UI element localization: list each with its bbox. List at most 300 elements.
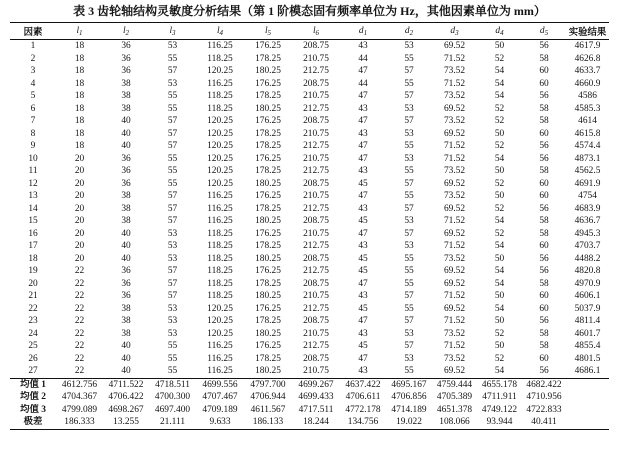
- header-row: [10, 23, 609, 40]
- table-cell: 45: [358, 303, 368, 314]
- table-row: [10, 303, 609, 316]
- table-cell: 212.75: [303, 266, 329, 276]
- summary-cell: 19.022: [386, 416, 432, 429]
- table-cell: 54: [494, 241, 505, 251]
- summary-row: [10, 378, 609, 391]
- column-header: [149, 23, 196, 40]
- row-index-cell: 12: [28, 178, 38, 189]
- table-cell: 55: [404, 53, 414, 64]
- summary-cell: 4706.856: [391, 392, 427, 403]
- column-header: [244, 23, 292, 40]
- table-cell: 47: [358, 353, 368, 364]
- table-cell: 58: [539, 103, 549, 114]
- table-cell: 57: [167, 128, 178, 139]
- row-index-cell: 5: [30, 91, 36, 101]
- column-header-subscript: 6: [315, 29, 320, 37]
- table-cell: 69.52: [443, 203, 466, 214]
- summary-cell: [566, 378, 609, 391]
- table-cell: 52: [494, 203, 505, 214]
- table-row: [10, 165, 609, 178]
- summary-cell: 4707.467: [202, 392, 238, 403]
- table-cell: 176.25: [255, 116, 281, 126]
- table-cell: 180.25: [255, 66, 281, 76]
- summary-cell: 4682.422: [526, 379, 562, 390]
- summary-row: [10, 404, 609, 417]
- table-cell: 55: [167, 166, 178, 176]
- table-cell: 38: [121, 78, 131, 89]
- table-cell: 118.25: [207, 253, 233, 264]
- column-header: [522, 23, 566, 40]
- table-cell: 22: [74, 266, 85, 276]
- summary-cell: 4749.122: [481, 404, 518, 415]
- table-cell: 55: [167, 91, 178, 101]
- summary-cell: 4704.367: [61, 392, 98, 403]
- summary-cell: 4714.189: [391, 404, 427, 415]
- table-row: [10, 240, 609, 253]
- summary-cell: 4699.267: [298, 379, 334, 390]
- table-cell: 71.52: [443, 316, 466, 326]
- table-cell: 118.25: [207, 91, 233, 101]
- table-cell: 178.25: [255, 91, 281, 101]
- table-cell: 18: [74, 53, 85, 64]
- column-header-symbol: l: [216, 26, 220, 36]
- table-cell: 38: [121, 103, 131, 114]
- summary-label: 均值 3: [20, 404, 46, 415]
- column-header: [432, 23, 477, 40]
- table-cell: 55: [386, 365, 432, 378]
- table-cell: 36: [121, 153, 131, 164]
- table-cell: 43: [358, 166, 368, 176]
- table-cell: 57: [167, 191, 178, 201]
- column-header: [292, 23, 340, 40]
- row-index-cell: 9: [30, 141, 36, 151]
- table-cell: 4488.2: [574, 253, 601, 264]
- table-row: [10, 53, 609, 66]
- column-header-subscript: 4: [500, 29, 504, 37]
- summary-cell: 4695.167: [391, 379, 427, 390]
- summary-cell: 4705.389: [436, 392, 473, 403]
- summary-rows: [10, 378, 609, 429]
- table-cell: 4820.8: [574, 266, 601, 276]
- table-cell: 212.75: [303, 203, 329, 214]
- table-cell: 53: [167, 253, 178, 264]
- table-cell: 55: [404, 278, 414, 289]
- table-cell: 69.52: [443, 178, 466, 189]
- column-header-subscript: 1: [79, 29, 83, 37]
- table-cell: 56: [539, 203, 549, 214]
- table-cell: 55: [404, 166, 414, 176]
- table-row: [10, 140, 609, 153]
- table-cell: 212.75: [303, 303, 329, 314]
- table-cell: 178.25: [255, 241, 281, 251]
- row-index-cell: 8: [30, 128, 36, 139]
- table-cell: 56: [539, 141, 549, 151]
- table-cell: 176.25: [255, 41, 281, 51]
- table-cell: 53: [167, 303, 178, 314]
- table-cell: 55: [167, 103, 178, 114]
- row-index-cell: 1: [30, 41, 36, 51]
- table-cell: 118.25: [207, 278, 233, 289]
- summary-cell: 4700.300: [154, 392, 191, 403]
- table-cell: 208.75: [303, 353, 329, 364]
- table-cell: 43: [358, 128, 368, 139]
- table-cell: 38: [121, 328, 131, 339]
- summary-cell: 21.111: [149, 416, 196, 429]
- table-cell: 71.52: [443, 341, 466, 351]
- table-cell: 57: [404, 91, 414, 101]
- summary-cell: 4722.833: [526, 404, 562, 415]
- table-cell: 20: [74, 191, 85, 201]
- table-cell: 4562.5: [574, 166, 601, 176]
- table-row: [10, 190, 609, 203]
- table-cell: 22: [74, 291, 85, 301]
- table-cell: 69.52: [443, 128, 466, 139]
- summary-cell: 186.133: [244, 416, 292, 429]
- table-cell: 22: [74, 328, 85, 339]
- table-cell: 45: [358, 341, 368, 351]
- column-header-subscript: 2: [125, 29, 130, 37]
- table-cell: 120.25: [207, 166, 233, 176]
- table-cell: 178.25: [255, 166, 281, 176]
- table-cell: 120.25: [207, 153, 233, 164]
- table-cell: 178.25: [255, 353, 281, 364]
- table-cell: 116.25: [196, 365, 244, 378]
- table-cell: 58: [539, 116, 549, 126]
- table-cell: 22: [74, 341, 85, 351]
- table-cell: 69.52: [443, 266, 466, 276]
- table-cell: 52: [494, 141, 505, 151]
- table-cell: 52: [494, 103, 505, 114]
- table-cell: 53: [404, 128, 414, 139]
- table-cell: 47: [358, 91, 368, 101]
- table-cell: 56: [539, 266, 549, 276]
- table-cell: 210.75: [303, 53, 329, 64]
- summary-cell: 186.333: [56, 416, 103, 429]
- table-cell: 69.52: [432, 365, 477, 378]
- table-cell: 20: [74, 228, 85, 239]
- table-cell: 55: [404, 253, 414, 264]
- table-cell: 210.75: [303, 191, 329, 201]
- table-cell: 120.25: [207, 328, 233, 339]
- row-index-cell: 13: [28, 191, 38, 201]
- summary-row: [10, 416, 609, 429]
- table-cell: 118.25: [207, 103, 233, 114]
- table-cell: 50: [494, 128, 505, 139]
- table-cell: 58: [539, 53, 549, 64]
- table-cell: 4811.4: [574, 316, 601, 326]
- row-index-cell: 4: [30, 78, 36, 89]
- table-cell: 54: [494, 303, 505, 314]
- column-header-symbol: l: [169, 26, 173, 36]
- row-index-cell: 7: [30, 116, 36, 126]
- table-row: [10, 103, 609, 116]
- table-row: [10, 328, 609, 341]
- table-cell: 5037.9: [574, 303, 601, 314]
- table-cell: 56: [539, 91, 549, 101]
- table-cell: 45: [358, 216, 368, 226]
- table-cell: 54: [494, 78, 505, 89]
- table-cell: 55: [167, 353, 178, 364]
- table-cell: 4703.7: [574, 241, 601, 251]
- row-index-cell: 11: [28, 166, 38, 176]
- table-cell: 22: [74, 278, 85, 289]
- table-cell: 36: [121, 53, 131, 64]
- table-cell: 212.75: [303, 103, 329, 114]
- table-row: [10, 315, 609, 328]
- summary-cell: 4697.400: [154, 404, 191, 415]
- column-header-symbol: l: [76, 26, 80, 36]
- column-header-symbol: l: [312, 26, 316, 36]
- table-cell: 53: [167, 41, 178, 51]
- table-cell: 176.25: [255, 78, 281, 89]
- table-cell: 36: [121, 291, 131, 301]
- summary-cell: 4711.522: [108, 379, 144, 390]
- column-header-subscript: 2: [409, 29, 414, 37]
- table-cell: 4970.9: [574, 278, 601, 289]
- table-cell: 57: [167, 216, 178, 226]
- table-cell: 208.75: [303, 253, 329, 264]
- table-cell: 18: [74, 91, 85, 101]
- table-row: [10, 178, 609, 191]
- row-index-cell: 10: [28, 153, 38, 164]
- row-index-cell: 22: [28, 303, 38, 314]
- table-cell: 47: [358, 66, 368, 76]
- table-cell: 55: [167, 341, 178, 351]
- data-rows: [10, 40, 609, 379]
- summary-cell: 4797.700: [250, 379, 286, 390]
- table-row: [10, 203, 609, 216]
- row-index-cell: 20: [28, 278, 38, 289]
- table-cell: 212.75: [303, 166, 329, 176]
- table-cell: 40: [121, 353, 131, 364]
- table-cell: 4683.9: [574, 203, 601, 214]
- table-cell: 178.25: [255, 203, 281, 214]
- table-cell: 22: [74, 316, 85, 326]
- table-cell: 20: [74, 241, 85, 251]
- table-cell: 57: [167, 266, 178, 276]
- table-cell: 118.25: [207, 228, 233, 239]
- table-cell: 40: [121, 341, 131, 351]
- table-cell: 47: [358, 141, 368, 151]
- column-header: [477, 23, 522, 40]
- table-row: [10, 215, 609, 228]
- table-cell: 4586: [578, 91, 597, 101]
- row-index-cell: 17: [28, 241, 38, 251]
- table-cell: 43: [358, 328, 368, 339]
- table-cell: 54: [494, 266, 505, 276]
- table-cell: 36: [121, 66, 131, 76]
- table-cell: 178.25: [255, 278, 281, 289]
- table-cell: 55: [404, 78, 414, 89]
- summary-cell: 4799.089: [61, 404, 98, 415]
- table-cell: 43: [358, 241, 368, 251]
- table-cell: 58: [539, 328, 549, 339]
- row-index-cell: 14: [28, 203, 38, 214]
- table-cell: 54: [494, 278, 505, 289]
- table-cell: 4855.4: [574, 341, 601, 351]
- table-cell: 20: [74, 253, 85, 264]
- summary-cell: 4717.511: [298, 404, 334, 415]
- table-cell: 56: [539, 153, 549, 164]
- table-cell: 208.75: [303, 178, 329, 189]
- table-cell: 56: [522, 365, 566, 378]
- table-cell: 71.52: [443, 141, 466, 151]
- summary-label: 均值 2: [20, 392, 46, 403]
- table-cell: 4686.1: [566, 365, 609, 378]
- summary-cell: [566, 416, 609, 429]
- summary-cell: 4655.178: [481, 379, 518, 390]
- table-row: [10, 90, 609, 103]
- table-cell: 116.25: [207, 216, 233, 226]
- row-index-cell: 15: [28, 216, 38, 226]
- column-header-symbol: l: [122, 26, 126, 36]
- table-cell: 60: [539, 303, 549, 314]
- table-cell: 118.25: [207, 53, 233, 64]
- table-cell: 53: [404, 153, 414, 164]
- table-cell: 52: [494, 178, 505, 189]
- table-cell: 212.75: [303, 241, 329, 251]
- table-cell: 57: [404, 116, 414, 126]
- summary-cell: 4698.267: [108, 404, 144, 415]
- table-cell: 54: [494, 216, 505, 226]
- table-cell: 40: [121, 116, 131, 126]
- table-cell: 20: [74, 166, 85, 176]
- column-header-symbol: d: [358, 26, 364, 36]
- table-cell: 208.75: [303, 116, 329, 126]
- table-cell: 210.75: [303, 228, 329, 239]
- table-cell: 50: [494, 166, 505, 176]
- table-cell: 120.25: [207, 316, 233, 326]
- table-cell: 38: [121, 203, 131, 214]
- table-cell: 178.25: [255, 53, 281, 64]
- summary-cell: 4711.911: [482, 392, 517, 403]
- table-cell: 58: [539, 228, 549, 239]
- table-cell: 56: [539, 253, 549, 264]
- table-cell: 178.25: [255, 316, 281, 326]
- table-cell: 38: [121, 316, 131, 326]
- table-cell: 40: [121, 241, 131, 251]
- table-cell: 22: [56, 365, 103, 378]
- table-cell: 40: [103, 365, 149, 378]
- table-cell: 57: [404, 228, 414, 239]
- row-index-cell: 21: [28, 291, 38, 301]
- table-cell: 4614: [578, 116, 597, 126]
- table-cell: 52: [494, 328, 505, 339]
- table-row: [10, 115, 609, 128]
- table-cell: 71.52: [443, 78, 466, 89]
- column-header-subscript: 5: [544, 29, 549, 37]
- table-cell: 47: [358, 116, 368, 126]
- table-cell: 58: [539, 341, 549, 351]
- table-cell: 55: [404, 191, 414, 201]
- table-row: [10, 78, 609, 91]
- summary-cell: 18.244: [292, 416, 340, 429]
- row-index-cell: 19: [28, 266, 38, 276]
- table-cell: 57: [404, 66, 414, 76]
- column-header-subscript: 3: [172, 29, 176, 37]
- table-cell: 180.25: [255, 291, 281, 301]
- table-cell: 44: [358, 78, 368, 89]
- table-cell: 43: [358, 203, 368, 214]
- summary-cell: [566, 391, 609, 404]
- table-cell: 176.25: [255, 341, 281, 351]
- table-cell: 22: [74, 353, 85, 364]
- table-cell: 44: [358, 53, 368, 64]
- table-cell: 120.25: [207, 66, 233, 76]
- table-cell: 18: [74, 116, 85, 126]
- summary-cell: 93.944: [477, 416, 522, 429]
- row-index-cell: 24: [28, 328, 38, 339]
- table-cell: 36: [121, 166, 131, 176]
- table-cell: 210.75: [292, 365, 340, 378]
- table-cell: 71.52: [443, 241, 466, 251]
- row-index-cell: 3: [30, 66, 36, 76]
- table-cell: 73.52: [443, 353, 466, 364]
- table-cell: 60: [539, 66, 549, 76]
- table-cell: 52: [494, 228, 505, 239]
- table-cell: 53: [167, 328, 178, 339]
- table-cell: 53: [404, 103, 414, 114]
- table-cell: 38: [121, 91, 131, 101]
- table-cell: 54: [494, 91, 505, 101]
- table-cell: 55: [167, 153, 178, 164]
- summary-cell: 4651.378: [436, 404, 473, 415]
- table-cell: 57: [404, 178, 414, 189]
- table-cell: 73.52: [443, 91, 466, 101]
- table-cell: 60: [539, 353, 549, 364]
- summary-cell: 134.756: [340, 416, 386, 429]
- table-cell: 208.75: [303, 278, 329, 289]
- table-cell: 50: [494, 316, 505, 326]
- table-cell: 20: [74, 216, 85, 226]
- table-cell: 53: [404, 41, 414, 51]
- table-cell: 57: [404, 341, 414, 351]
- table-cell: 53: [404, 353, 414, 364]
- table-cell: 58: [539, 166, 549, 176]
- table-cell: 57: [167, 116, 178, 126]
- table-cell: 4615.8: [574, 128, 601, 139]
- column-header-subscript: 4: [219, 29, 224, 37]
- table-cell: 50: [494, 341, 505, 351]
- row-index-cell: 16: [28, 228, 38, 239]
- table-cell: 116.25: [207, 353, 233, 364]
- summary-cell: 4612.756: [61, 379, 98, 390]
- column-header-subscript: 5: [267, 29, 272, 37]
- column-header: 实验结果: [566, 23, 609, 40]
- table-cell: 55: [167, 178, 178, 189]
- table-cell: 210.75: [303, 153, 329, 164]
- table-cell: 18: [74, 41, 85, 51]
- table-cell: 38: [121, 191, 131, 201]
- table-cell: 38: [121, 216, 131, 226]
- table-cell: 212.75: [303, 141, 329, 151]
- table-cell: 60: [539, 78, 549, 89]
- table-cell: 57: [404, 316, 414, 326]
- summary-cell: [566, 404, 609, 417]
- table-cell: 116.25: [207, 78, 233, 89]
- table-cell: 208.75: [303, 78, 329, 89]
- table-cell: 118.25: [207, 241, 233, 251]
- table-cell: 53: [167, 316, 178, 326]
- table-cell: 36: [121, 278, 131, 289]
- table-cell: 4801.5: [574, 353, 601, 364]
- table-cell: 69.52: [443, 41, 466, 51]
- table-cell: 40: [121, 253, 131, 264]
- table-cell: 69.52: [443, 278, 466, 289]
- table-cell: 118.25: [207, 266, 233, 276]
- table-cell: 4617.9: [574, 41, 601, 51]
- table-cell: 4636.7: [574, 216, 601, 226]
